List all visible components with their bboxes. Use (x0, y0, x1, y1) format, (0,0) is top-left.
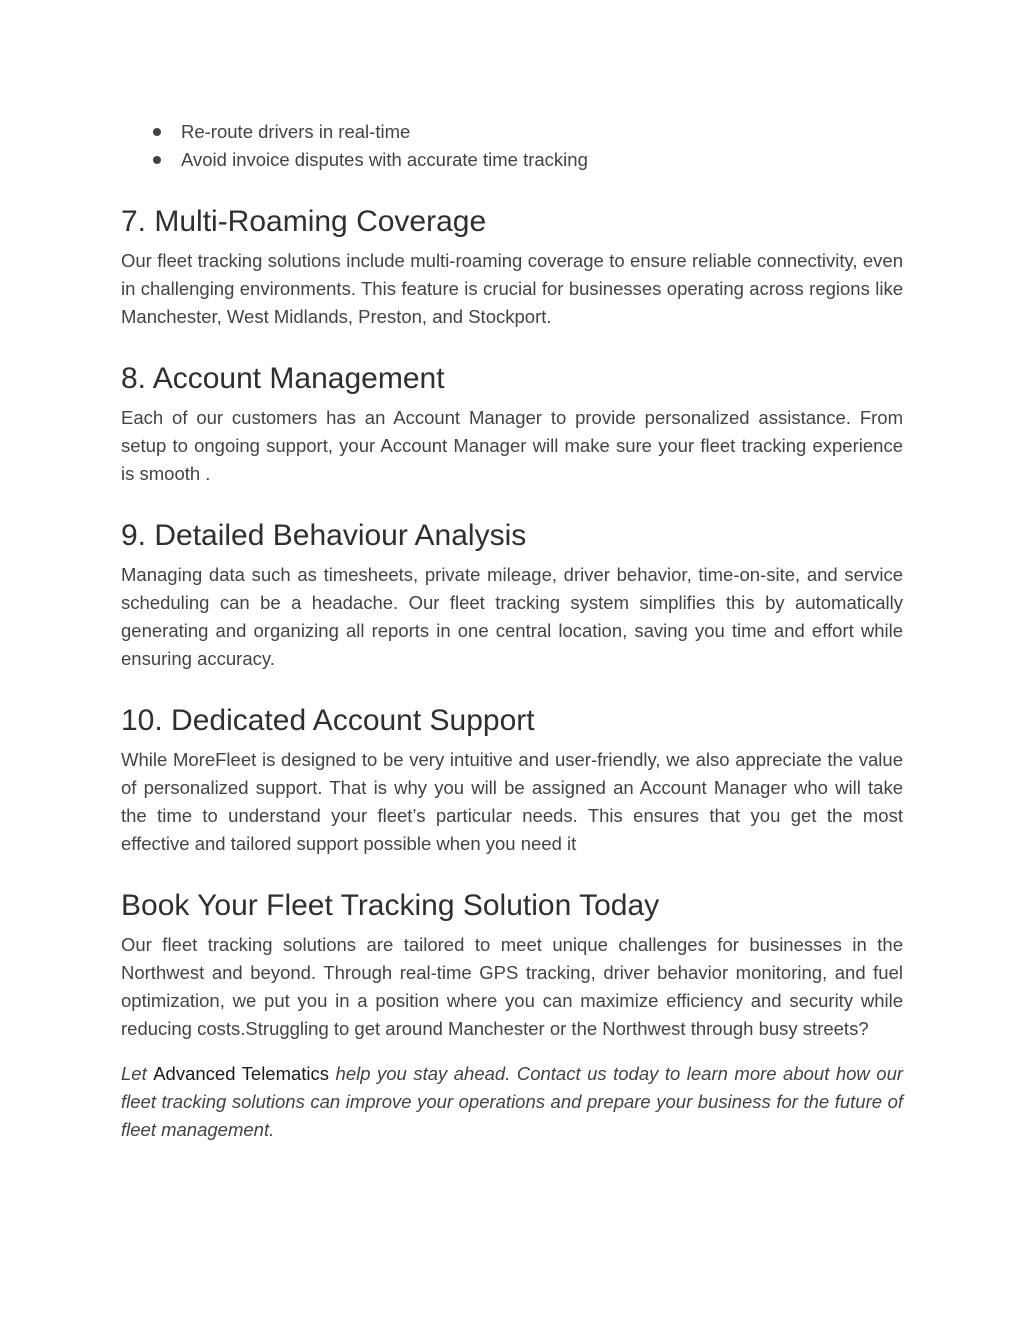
closing-prefix: Let (121, 1063, 154, 1084)
section-book-today (121, 888, 903, 1144)
section-heading: Book Your Fleet Tracking Solution Today (121, 889, 660, 922)
section-body: While MoreFleet is designed to be very intuitive and user-friendly, we also appreciate the value of personalized support. That is why you will be assigned an Account Manager who will take the time to understand your fleet’s particular needs. This ensures that you get the most effective and tailored support possible when you need it (121, 749, 903, 854)
bullet-icon (153, 128, 161, 136)
section-body: Our fleet tracking solutions include multi-roaming coverage to ensure reliable connectivity, even in challenging environments. This feature is crucial for businesses operating across regions like Manchester, West Midlands, Preston, and Stockport. (121, 250, 903, 327)
section-account-management (121, 361, 903, 488)
bullet-icon (153, 156, 161, 164)
section-body: Our fleet tracking solutions are tailored to meet unique challenges for businesses in the Northwest and beyond. Through real-time GPS tracking, driver behavior monitoring, and fuel optimization, we put you in a position where you can maximize efficiency and security while reducing costs.Struggling to get around Manchester or the Northwest through busy streets? (121, 934, 903, 1039)
section-heading: 8. Account Management (121, 362, 445, 395)
section-heading: 7. Multi-Roaming Coverage (121, 205, 487, 238)
section-multi-roaming (121, 204, 903, 331)
section-heading: 9. Detailed Behaviour Analysis (121, 519, 527, 552)
list-item-text: Avoid invoice disputes with accurate time tracking (181, 149, 588, 170)
list-item-text: Re-route drivers in real-time (181, 121, 411, 142)
advanced-telematics-link[interactable]: Advanced Telematics (153, 1063, 330, 1084)
section-body: Each of our customers has an Account Manager to provide personalized assistance. From setup to ongoing support, your Account Manager will make sure your fleet tracking experience is smooth . (121, 407, 903, 484)
bullet-list (121, 118, 903, 174)
closing-suffix: help you stay ahead. Contact us today to learn more about how our fleet tracking solutions can improve your operations and prepare your business for the future of fleet management. (121, 1063, 904, 1140)
section-behaviour-analysis (121, 518, 903, 673)
section-account-support (121, 703, 903, 858)
document-page (121, 118, 903, 1144)
section-body: Managing data such as timesheets, private mileage, driver behavior, time-on-site, and service scheduling can be a headache. Our fleet tracking system simplifies this by automatically generating and organizing all reports in one central location, saving you time and effort while ensuring accuracy. (121, 564, 903, 669)
section-heading: 10. Dedicated Account Support (121, 704, 535, 737)
list-item (121, 146, 903, 174)
list-item (121, 118, 903, 146)
closing-paragraph (121, 1060, 903, 1144)
